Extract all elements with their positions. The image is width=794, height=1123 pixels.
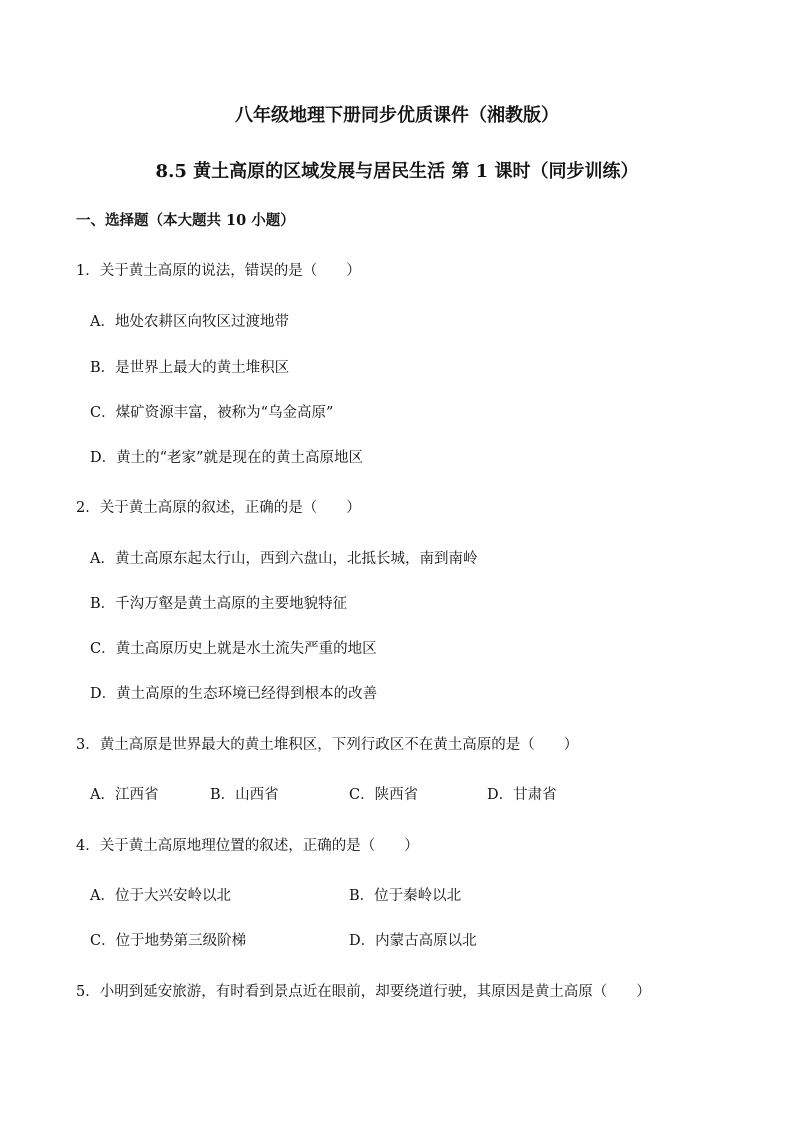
question-2-stem: 2．关于黄土高原的叙述，正确的是（ ） [76,500,361,516]
question-1-option-a: A．地处农耕区向牧区过渡地带 [90,314,289,330]
question-3-stem: 3．黄土高原是世界最大的黄土堆积区，下列行政区不在黄土高原的是（ ） [76,737,579,753]
question-1-option-c: C．煤矿资源丰富，被称为“乌金高原” [90,405,334,421]
question-4-stem: 4．关于黄土高原地理位置的叙述，正确的是（ ） [76,838,419,854]
question-5-stem: 5．小明到延安旅游，有时看到景点近在眼前，却要绕道行驶，其原因是黄土高原（ ） [76,984,651,1000]
question-4-option-b: B．位于秦岭以北 [349,888,462,904]
section-heading: 一、选择题（本大题共 10 小题） [76,212,295,229]
question-4-option-c: C．位于地势第三级阶梯 [90,933,247,949]
question-2-option-d: D．黄土高原的生态环境已经得到根本的改善 [90,686,378,702]
question-2-option-a: A．黄土高原东起太行山，西到六盘山，北抵长城，南到南岭 [90,551,478,567]
question-1-option-b: B．是世界上最大的黄土堆积区 [90,360,290,376]
question-3-option-b: B．山西省 [210,787,279,803]
question-1-option-d: D．黄土的“老家”就是现在的黄土高原地区 [90,450,363,466]
question-3-option-a: A．江西省 [90,787,159,803]
document-title: 八年级地理下册同步优质课件（湘教版） [235,105,559,126]
question-2-option-b: B．千沟万壑是黄土高原的主要地貌特征 [90,596,348,612]
document-subtitle: 8.5 黄土高原的区域发展与居民生活 第 1 课时（同步训练） [155,161,639,182]
question-3-option-c: C．陕西省 [349,787,419,803]
question-4-option-d: D．内蒙古高原以北 [349,933,477,949]
question-1-stem: 1．关于黄土高原的说法，错误的是（ ） [76,263,361,279]
question-4-option-a: A．位于大兴安岭以北 [90,888,231,904]
question-2-option-c: C．黄土高原历史上就是水土流失严重的地区 [90,641,377,657]
question-3-option-d: D．甘肃省 [487,787,557,803]
